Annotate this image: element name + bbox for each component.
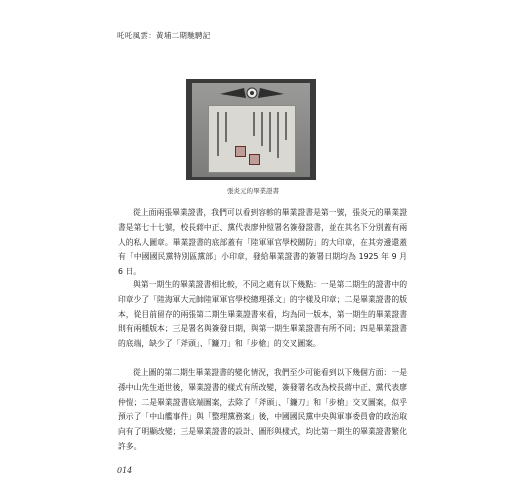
seal-stamp [235, 146, 246, 157]
body-paragraph: 與第一期生的畢業證書相比較，不同之處有以下幾點：一是第二期生的證書中的印章少了「陸海軍大元帥陸軍軍官學校總理孫文」的字樣及印章；二是畢業證書的版本，從目前留存的兩張第二期生畢業證書來看，均為同一版本，第一期生的畢業證書則有兩種版本；三是署名與簽發日期，與第一期生畢業證書有所不同；四是畢業證書的底端，缺少了「斧頭」、「鐮刀」和「步槍」的交叉圖案。 [118, 280, 407, 349]
page-number: 014 [117, 466, 133, 475]
diploma-frame [192, 83, 310, 177]
diploma-photo [186, 79, 316, 180]
body-paragraph: 從上面兩張畢業證書，我們可以看到容軫的畢業證書是第一號，張炎元的畢業證書是第七十七號，校長蔣中正、黨代表廖仲愷署名簽發證書，並在其名下分別蓋有兩人的私人圖章。畢業證書的底部蓋有「陸軍軍官學校關防」的大印章，在其旁邊還蓋有「中國國民黨特別區黨部」小印章，發給畢業證書的簽署日期均為 1925 年 9 月 6 日。 [118, 208, 407, 277]
seal-stamp [249, 154, 260, 165]
running-header: 吒吒風雲：黃埔二期馳騁記 [117, 31, 211, 40]
crossed-flags-emblem [214, 86, 290, 102]
certificate-paper [208, 105, 296, 173]
figure-caption: 張炎元的畢業證書 [227, 187, 279, 195]
body-paragraph: 從上圖的第二期生畢業證書的變化情況，我們至少可能看到以下幾個方面：一是孫中山先生逝世後，畢業證書的樣式有所改變，簽發署名改為校長蔣中正、黨代表廖仲愷；二是畢業證書底端圖案，去除了「斧頭」、「鐮刀」和「步槍」交叉圖案，似乎預示了「中山艦事件」與「整理黨務案」後，中國國民黨中央與軍事委員會的政治取向有了明顯改變；三是畢業證書的設計、圖形與樣式，均比第一期生的畢業證書繁化許多。 [118, 368, 407, 451]
